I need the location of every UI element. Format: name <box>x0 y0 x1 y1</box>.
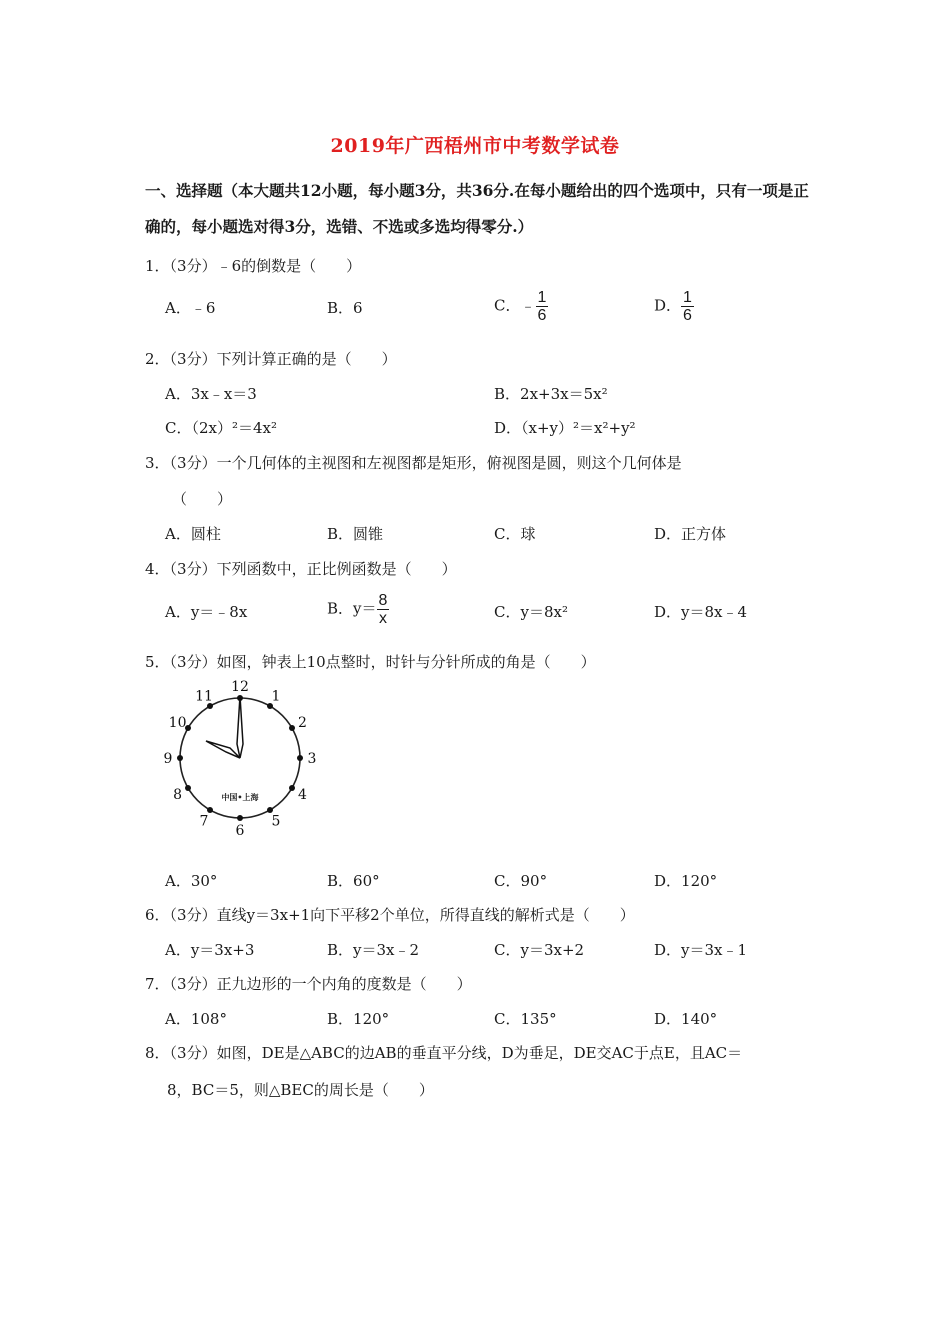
clock-number-7: 7 <box>199 813 209 830</box>
q5-option-a: A．30° <box>165 872 218 890</box>
question-8-stem: 8．（3分）如图，DE是△ABC的边AB的垂直平分线，D为垂足，DE交AC于点E，且AC＝ <box>145 1044 743 1062</box>
q4-option-a: A．y＝﹣8x <box>165 603 248 621</box>
q1-option-d-label: D． <box>654 296 682 315</box>
q5-option-b: B．60° <box>327 872 380 890</box>
clock-number-12: 12 <box>231 679 249 695</box>
q3-option-c: C．球 <box>494 525 536 543</box>
question-5-stem: 5．（3分）如图，钟表上10点整时，时针与分针所成的角是（ ） <box>145 653 596 671</box>
clock-number-5: 5 <box>271 813 281 830</box>
clock-hour-hand <box>206 741 240 758</box>
q5-option-d: D．120° <box>654 872 718 890</box>
q2-option-a: A．3x﹣x＝3 <box>165 385 257 403</box>
q1-option-a: A．﹣6 <box>165 299 216 317</box>
q6-option-d: D．y＝3x﹣1 <box>654 941 748 959</box>
q6-option-b: B．y＝3x﹣2 <box>327 941 420 959</box>
clock-dot <box>185 785 191 791</box>
q7-option-a: A．108° <box>165 1010 227 1028</box>
clock-number-4: 4 <box>297 787 307 803</box>
clock-number-3: 3 <box>307 751 317 767</box>
q7-option-c: C．135° <box>494 1010 557 1028</box>
clock-brand: 中国•上海 <box>221 793 259 802</box>
page-title: 2019年广西梧州市中考数学试卷 <box>330 135 620 157</box>
q4-option-b-label: B．y＝ <box>327 599 377 618</box>
q5-option-c: C．90° <box>494 872 548 890</box>
clock-dot <box>289 725 295 731</box>
q1-option-c-label: C． <box>494 296 521 315</box>
clock-number-1: 1 <box>271 688 281 705</box>
q4-option-b-fraction <box>377 592 390 627</box>
q3-option-a: A．圆柱 <box>165 525 221 543</box>
fraction-numerator: 1 <box>537 289 547 306</box>
clock-dot <box>289 785 295 791</box>
q6-option-a: A．y＝3x+3 <box>165 941 255 959</box>
clock-number-11: 11 <box>195 688 213 705</box>
clock-dot <box>267 807 273 813</box>
clock-dot <box>297 755 303 761</box>
fraction-denominator: 6 <box>537 307 547 324</box>
question-4-stem: 4．（3分）下列函数中，正比例函数是（ ） <box>145 560 457 578</box>
q2-option-b: B．2x+3x＝5x² <box>494 385 608 403</box>
fraction-denominator: x <box>378 610 387 627</box>
q3-option-b: B．圆锥 <box>327 525 384 543</box>
clock-number-10: 10 <box>168 715 187 731</box>
question-3-stem-cont: （ ） <box>172 490 233 508</box>
clock-number-6: 6 <box>235 823 245 838</box>
q3-option-d: D．正方体 <box>654 525 727 543</box>
q1-option-d <box>654 289 694 324</box>
q1-option-d-fraction <box>681 289 694 324</box>
fraction-numerator: 1 <box>683 289 692 306</box>
question-8-stem-cont: 8，BC＝5，则△BEC的周长是（ ） <box>167 1081 434 1099</box>
question-3-stem: 3．（3分）一个几何体的主视图和左视图都是矩形，俯视图是圆，则这个几何体是 <box>145 454 682 472</box>
clock-minute-hand <box>237 696 243 758</box>
q4-option-d: D．y＝8x﹣4 <box>654 603 748 621</box>
clock-number-8: 8 <box>173 787 183 803</box>
q4-option-c: C．y＝8x² <box>494 603 568 621</box>
fraction-denominator: 6 <box>683 307 692 324</box>
clock-number-9: 9 <box>163 751 173 767</box>
q1-option-b: B．6 <box>327 299 363 317</box>
q1-option-c <box>494 289 548 324</box>
question-1-stem: 1．（3分）﹣6的倒数是（ ） <box>145 257 362 275</box>
fraction-numerator: 8 <box>378 592 388 609</box>
clock-dot <box>177 755 183 761</box>
clock-dot <box>207 807 213 813</box>
clock-figure <box>160 678 320 838</box>
section-heading: 一、选择题（本大题共12小题，每小题3分，共36分.在每小题给出的四个选项中，只有一项是正确的，每小题选对得3分，选错、不选或多选均得零分.） <box>145 181 809 236</box>
q7-option-d: D．140° <box>654 1010 718 1028</box>
q7-option-b: B．120° <box>327 1010 390 1028</box>
q1-option-c-sign: ﹣ <box>520 296 536 315</box>
q4-option-b <box>327 592 389 627</box>
question-2-stem: 2．（3分）下列计算正确的是（ ） <box>145 350 397 368</box>
question-6-stem: 6．（3分）直线y＝3x+1向下平移2个单位，所得直线的解析式是（ ） <box>145 906 635 924</box>
q2-option-c: C．（2x）²＝4x² <box>165 419 278 437</box>
question-7-stem: 7．（3分）正九边形的一个内角的度数是（ ） <box>145 975 472 993</box>
clock-dot <box>237 815 243 821</box>
q2-option-d: D．（x+y）²＝x²+y² <box>494 419 636 437</box>
q6-option-c: C．y＝3x+2 <box>494 941 585 959</box>
clock-number-2: 2 <box>297 715 307 731</box>
q1-option-c-fraction <box>536 289 549 324</box>
